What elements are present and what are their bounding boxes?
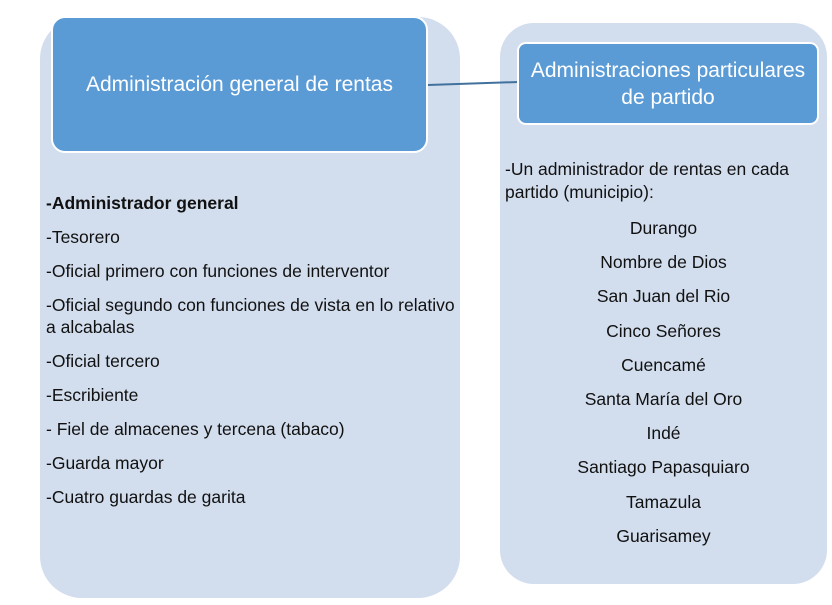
staff-item: -Oficial primero con funciones de interventor xyxy=(46,261,390,281)
staff-item: -Administrador general xyxy=(46,193,239,213)
city-item: Indé xyxy=(646,423,681,444)
right-intro-text: -Un administrador de rentas en cada partido (municipio): xyxy=(505,159,790,202)
city-item: Durango xyxy=(629,218,698,238)
staff-item: -Tesorero xyxy=(46,227,120,247)
city-item: Tamazula xyxy=(626,491,701,512)
staff-item: -Oficial segundo con funciones de vista en lo relativo a alcabalas xyxy=(46,295,455,337)
city-item: Santiago Papasquiaro xyxy=(577,457,750,478)
city-item: Santa María del Oro xyxy=(584,388,743,409)
city-item: Cinco Señores xyxy=(606,320,721,341)
left-header-box xyxy=(51,16,428,153)
staff-item: -Guarda mayor xyxy=(46,453,164,473)
city-item: Cuencamé xyxy=(621,354,706,375)
left-header-title: Administración general de rentas xyxy=(85,72,393,96)
staff-item: - Fiel de almacenes y tercena (tabaco) xyxy=(46,419,345,439)
staff-item: -Oficial tercero xyxy=(46,351,160,371)
city-item: San Juan del Rio xyxy=(596,286,731,307)
staff-item: -Escribiente xyxy=(46,385,139,405)
right-header-box xyxy=(517,42,819,125)
right-header-title: Administraciones particulares de partido xyxy=(530,58,806,109)
left-staff-list xyxy=(46,192,456,520)
city-item: Nombre de Dios xyxy=(600,252,727,273)
city-item: Guarisamey xyxy=(616,525,711,546)
partido-city-list xyxy=(500,216,827,558)
staff-item: -Cuatro guardas de garita xyxy=(46,487,246,507)
